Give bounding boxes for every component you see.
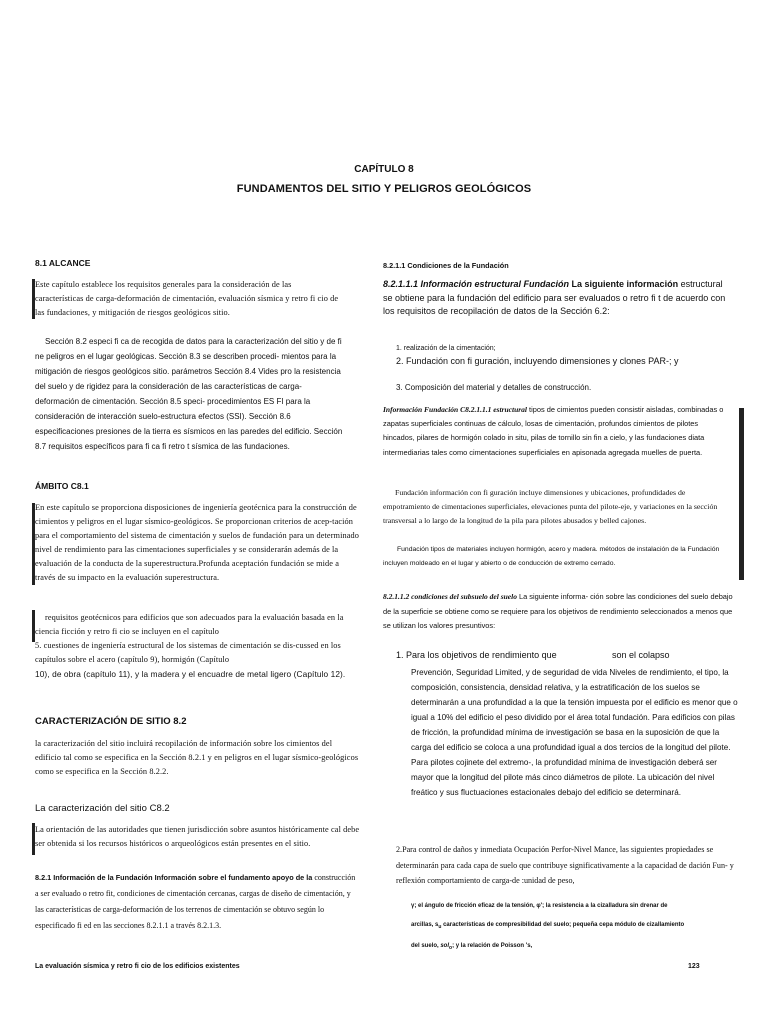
info-fundacion [35, 870, 360, 934]
objetivos-text: Prevención, Seguridad Limited, y de seguridad de vida Niveles de rendimiento, el tipo, la composición, consistencia, densidad relativa, y la estratificación de los suelos se determinarán a una profundidad a la que la tensión impuesta por el edificio es menor que o igual a 10% del edificio el peso dividido por el área total fundación. Para edificios con pilas de fricción, la profundidad mínima de investigación se basa en la suposición de que la carga del edificio se coloca a una profundidad igual a dos tercios de la longitud del pilote. Para pilotes cojinete del extremo-, la profundidad mínima de investigación deberá ser mayor que la longitud del pilote más cinco diámetros de pilote. La ubicación del nivel freático y sus fluctuaciones estacionales debajo del edificio se determinará. [411, 668, 738, 797]
control-detail-2-sub: u [438, 924, 442, 931]
page-number: 123 [688, 963, 700, 970]
control-detail [411, 897, 741, 958]
caract-text: la caracterización del sitio incluirá recopilación de información sobre los cimientos del edificio tal como se especifica en la Sección 8.2.1 y en peligros en el lugar sísmico-geológicos como se especifica en la Sección 8.2.2. [35, 739, 359, 776]
subsuelo-text: La siguiente informa- ción sobre las condiciones del suelo debajo de la superficie se obtiene como se requiere para los objetivos de rendimiento seleccionados a menos que se utilizan los valores presuntivos: [383, 592, 733, 630]
requirements-text-2: 5. cuestiones de ingeniería estructural de los sistemas de cimentación se dis-cussed en los capítulos sobre el acero (capítulo 9), hormigón (Capítulo [35, 641, 341, 664]
alcance-heading: 8.1 ALCANCE [35, 258, 91, 268]
ambito-text: En este capítulo se proporciona disposiciones de ingeniería geotécnica para la construcción de cimientos y peligros en el lugar sísmico-geológicos. Se proporcionan criterios de acep-tación para el comportamiento del sistema de cimentación y suelos de fundación para un determinado nivel de rendimiento para las cimentaciones superficiales y se considerarán además de la evaluación de la conducta de la superestructura.Profunda aceptación fundación se mide a través de su impacto en la evaluación superestructura. [35, 503, 360, 582]
list-item-3: 3. Composición del material y detalles de construcción. [396, 383, 592, 392]
config-text: Fundación información con fi guración incluye dimensiones y ubicaciones, profundidades de empotramiento de cimentaciones superficiales, elevaciones punta del pilote-eje, y variaciones en la sección transversal a lo largo de la longitud de la pila para pilotes abusados y belled cajones. [383, 488, 718, 525]
list-item-2: 2. Fundación con fi guración, incluyendo dimensiones y clones PAR-; y [396, 356, 679, 366]
alcance-sections: Sección 8.2 especi fi ca de recogida de datos para la caracterización del sitio y de fi ne peligros en el lugar geológicas. Sección 8.3 se describen procedi- mientos para la mitigación de riesgos geológicos sitio. parámetros Sección 8.4 Vides pro la resistencia del suelo y de rigidez para la consideración de las características de carga-deformación de cimentación. Sección 8.5 speci- procedimientos ES FI para la consideración de interacción suelo-estructura efectos (SSI). Sección 8.6 especificaciones presiones de la tierra es sísmicos en las paredes del edificio. Sección 8.7 requisitos específicos para fi ca fi retro t sísmica de las fundaciones. [35, 337, 343, 451]
requirements-text: requisitos geotécnicos para edificios que son adecuados para la evaluación basada en la ciencia ficción y retro fi cio se incluyen en el capítulo [35, 613, 344, 636]
control-detail-3-symbol: sol [440, 943, 450, 950]
info-estructural-text-1: La siguiente información [569, 279, 679, 289]
right-margin-bar [739, 408, 744, 580]
objetivos-item-b: son el colapso [612, 650, 670, 660]
objetivos-item-a: 1. Para los objetivos de rendimiento que [396, 650, 557, 660]
alcance-text: Este capítulo establece los requisitos generales para la consideración de las características de carga-deformación de cimentación, evaluación sísmica y retro fi cio de las fundaciones, y mitigación de riesgos geológicos sitio. [35, 280, 339, 317]
info-fundacion-lead: 8.2.1 Información de la Fundación Información sobre el fundamento apoyo de la [35, 873, 313, 882]
chapter-label: CAPÍTULO 8 [354, 164, 414, 175]
materials-text: Fundación tipos de materiales incluyen hormigón, acero y madera. métodos de instalación de la Fundación incluyen moldeado en el lugar y abierto o de conducción de extremo cerrado. [383, 546, 720, 567]
control-detail-1: γ; el ángulo de fricción eficaz de la tensión, φ'; la resistencia a la cizalladura sin drenar de [411, 903, 668, 909]
ambito-heading: ÁMBITO C8.1 [35, 481, 89, 491]
chapter-title: FUNDAMENTOS DEL SITIO Y PELIGROS GEOLÓGICOS [236, 183, 532, 195]
caract-c-heading: La caracterización del sitio C8.2 [35, 803, 170, 814]
info-fundacion-c-text: tipos de cimientos pueden consistir aisladas, combinadas o zapatas superficiales continuas de cálculo, losas de cimentación, profundos cimientos de pilotes hincados, pilares de hormigón colado in situ, pilas de tornillo sin fin a cielo, y las fundaciones diata intermediarias tales como cimentaciones superficiales en apisonada agregada muelles de puerta. [383, 405, 724, 457]
cond-heading: 8.2.1.1 Condiciones de la Fundación [383, 261, 509, 270]
requirements-text-3: 10), de obra (capítulo 11), y la madera y el encuadre de metal ligero (Capítulo 12). [35, 669, 346, 679]
control-detail-3b: ; y la relación de Poisson 's, [452, 943, 533, 950]
control-text: 2.Para control de daños y inmediata Ocupación Perfor-Nivel Mance, las siguientes propiedades se determinarán para cada capa de suelo que contribuye significativamente a la capacidad de dación Fun- y reflexión comportamiento de carga-de :unidad de peso, [396, 845, 734, 885]
info-estructural-text-2: estructural se obtiene para la fundación del edificio para ser evaluados o retro fi t de acuerdo con los requisitos de recopilación de datos de la Sección 6.2: [383, 279, 726, 316]
subsuelo-lead: 8.2.1.1.2 condiciones del subsuelo del suelo [383, 592, 517, 601]
control-detail-3-sub: o [449, 945, 453, 952]
footer-title: La evaluación sísmica y retro fi cio de los edificios existentes [35, 963, 240, 970]
subsuelo [383, 590, 733, 634]
info-estructural-lead: 8.2.1.1.1 Información estructural Fundación [383, 279, 570, 289]
info-fundacion-c [383, 403, 728, 460]
caract-c-text: La orientación de las autoridades que tienen jurisdicción sobre asuntos históricamente cal debe ser obtenida si los recursos históricos o arqueológicos están presentes en el sitio. [35, 825, 360, 848]
info-fundacion-c-lead: Información Fundación C8.2.1.1.1 estructural [383, 405, 527, 414]
control-detail-2: arcillas, s [411, 922, 439, 928]
info-estructural [383, 278, 728, 319]
caract-heading: CARACTERIZACIÓN DE SITIO 8.2 [35, 716, 187, 727]
control-detail-2b: características de compresibilidad del suelo; pequeña cepa módulo de cizallamiento [441, 922, 685, 928]
control-detail-3a: del suelo, [411, 943, 441, 950]
info-fundacion-text: construcción a ser evaluado o retro fit, condiciones de cimentación cercanas, cargas de diseño de cimentación, y las características de carga-deformación de los terrenos de cimentación se obtuvo según lo especificado fi ed en las secciones 8.2.1.1 a través 8.2.1.3. [35, 873, 356, 930]
list-item-1: 1. realización de la cimentación; [396, 345, 496, 352]
